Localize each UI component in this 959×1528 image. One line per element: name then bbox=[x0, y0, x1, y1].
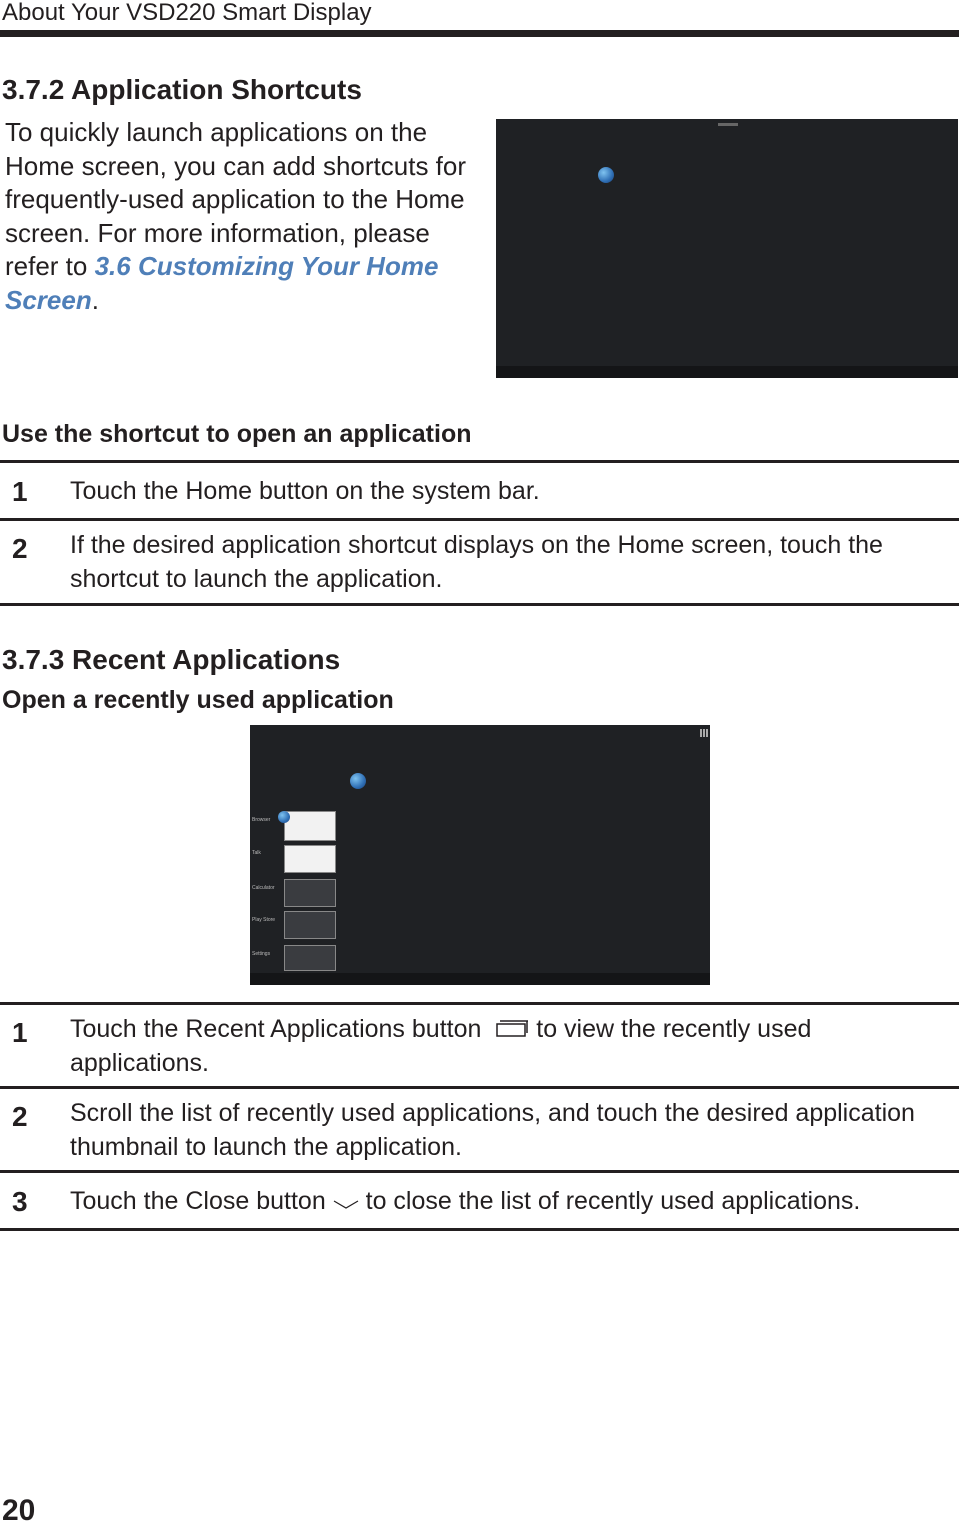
intro-paragraph bbox=[5, 116, 475, 318]
intro-text: To quickly launch applications on the Home screen, you can add shortcuts for frequently-used application to the Home screen. For more information, please refer to bbox=[5, 117, 467, 282]
recent-label: Browser bbox=[252, 817, 271, 823]
table-rule bbox=[0, 460, 959, 463]
step-text-part: to view the recently used applications. bbox=[70, 1015, 812, 1078]
step-text: Touch the Home button on the system bar. bbox=[70, 477, 540, 505]
top-bar-mark bbox=[718, 123, 738, 126]
step-text-part: Touch the Recent Applications button bbox=[70, 1015, 482, 1043]
table-rule bbox=[0, 518, 959, 521]
recent-label: Talk bbox=[252, 850, 261, 856]
recent-thumb-play-store bbox=[284, 911, 336, 939]
recent-thumb-settings bbox=[284, 945, 336, 971]
step-text: Scroll the list of recently used applications, and touch the desired application thumbnail to launch the application. bbox=[70, 1099, 915, 1161]
step-number: 1 bbox=[12, 1017, 28, 1048]
header-rule bbox=[0, 30, 959, 37]
system-bar bbox=[496, 366, 958, 378]
step-number: 2 bbox=[12, 1101, 28, 1132]
step-text bbox=[70, 1013, 950, 1081]
step-text-part: Touch the Close button bbox=[70, 1187, 326, 1215]
step-number: 2 bbox=[12, 533, 28, 564]
step-text bbox=[70, 1185, 950, 1219]
table-rule bbox=[0, 1170, 959, 1173]
customizing-link[interactable]: 3.6 Customizing Your Home Screen bbox=[5, 251, 439, 315]
table-rule bbox=[0, 1086, 959, 1089]
browser-shortcut-icon bbox=[598, 167, 614, 183]
home-screen-screenshot bbox=[496, 119, 958, 378]
step-text: If the desired application shortcut displays on the Home screen, touch the shortcut to launch the application. bbox=[70, 531, 883, 593]
table-rule bbox=[0, 1002, 959, 1005]
recent-apps-screenshot bbox=[250, 725, 710, 985]
recent-subheading: Open a recently used application bbox=[2, 686, 394, 714]
table-rule bbox=[0, 1228, 959, 1231]
apps-grid-icon bbox=[700, 729, 708, 737]
close-chevron-icon bbox=[333, 1186, 359, 1220]
browser-app-icon bbox=[278, 811, 290, 823]
running-header: About Your VSD220 Smart Display bbox=[2, 0, 372, 26]
recent-label: Settings bbox=[252, 951, 271, 957]
recent-thumb-talk bbox=[284, 845, 336, 873]
recent-label: Calculator bbox=[252, 885, 275, 891]
browser-shortcut-icon bbox=[350, 773, 366, 789]
intro-end: . bbox=[91, 284, 99, 315]
recent-thumb-browser bbox=[284, 811, 336, 841]
step-text-part: to close the list of recently used applications. bbox=[358, 1187, 861, 1215]
section-title-recent: 3.7.3 Recent Applications bbox=[2, 644, 341, 675]
step-number: 3 bbox=[12, 1186, 28, 1217]
system-bar bbox=[250, 973, 710, 985]
recent-thumb-calculator bbox=[284, 879, 336, 907]
step-number: 1 bbox=[12, 476, 28, 507]
recent-label: Play Store bbox=[252, 917, 276, 923]
page-number: 20 bbox=[2, 1494, 36, 1527]
table-rule bbox=[0, 603, 959, 606]
use-shortcut-heading: Use the shortcut to open an application bbox=[2, 420, 472, 448]
recent-apps-icon bbox=[495, 1014, 529, 1048]
section-title-shortcuts: 3.7.2 Application Shortcuts bbox=[2, 74, 362, 105]
